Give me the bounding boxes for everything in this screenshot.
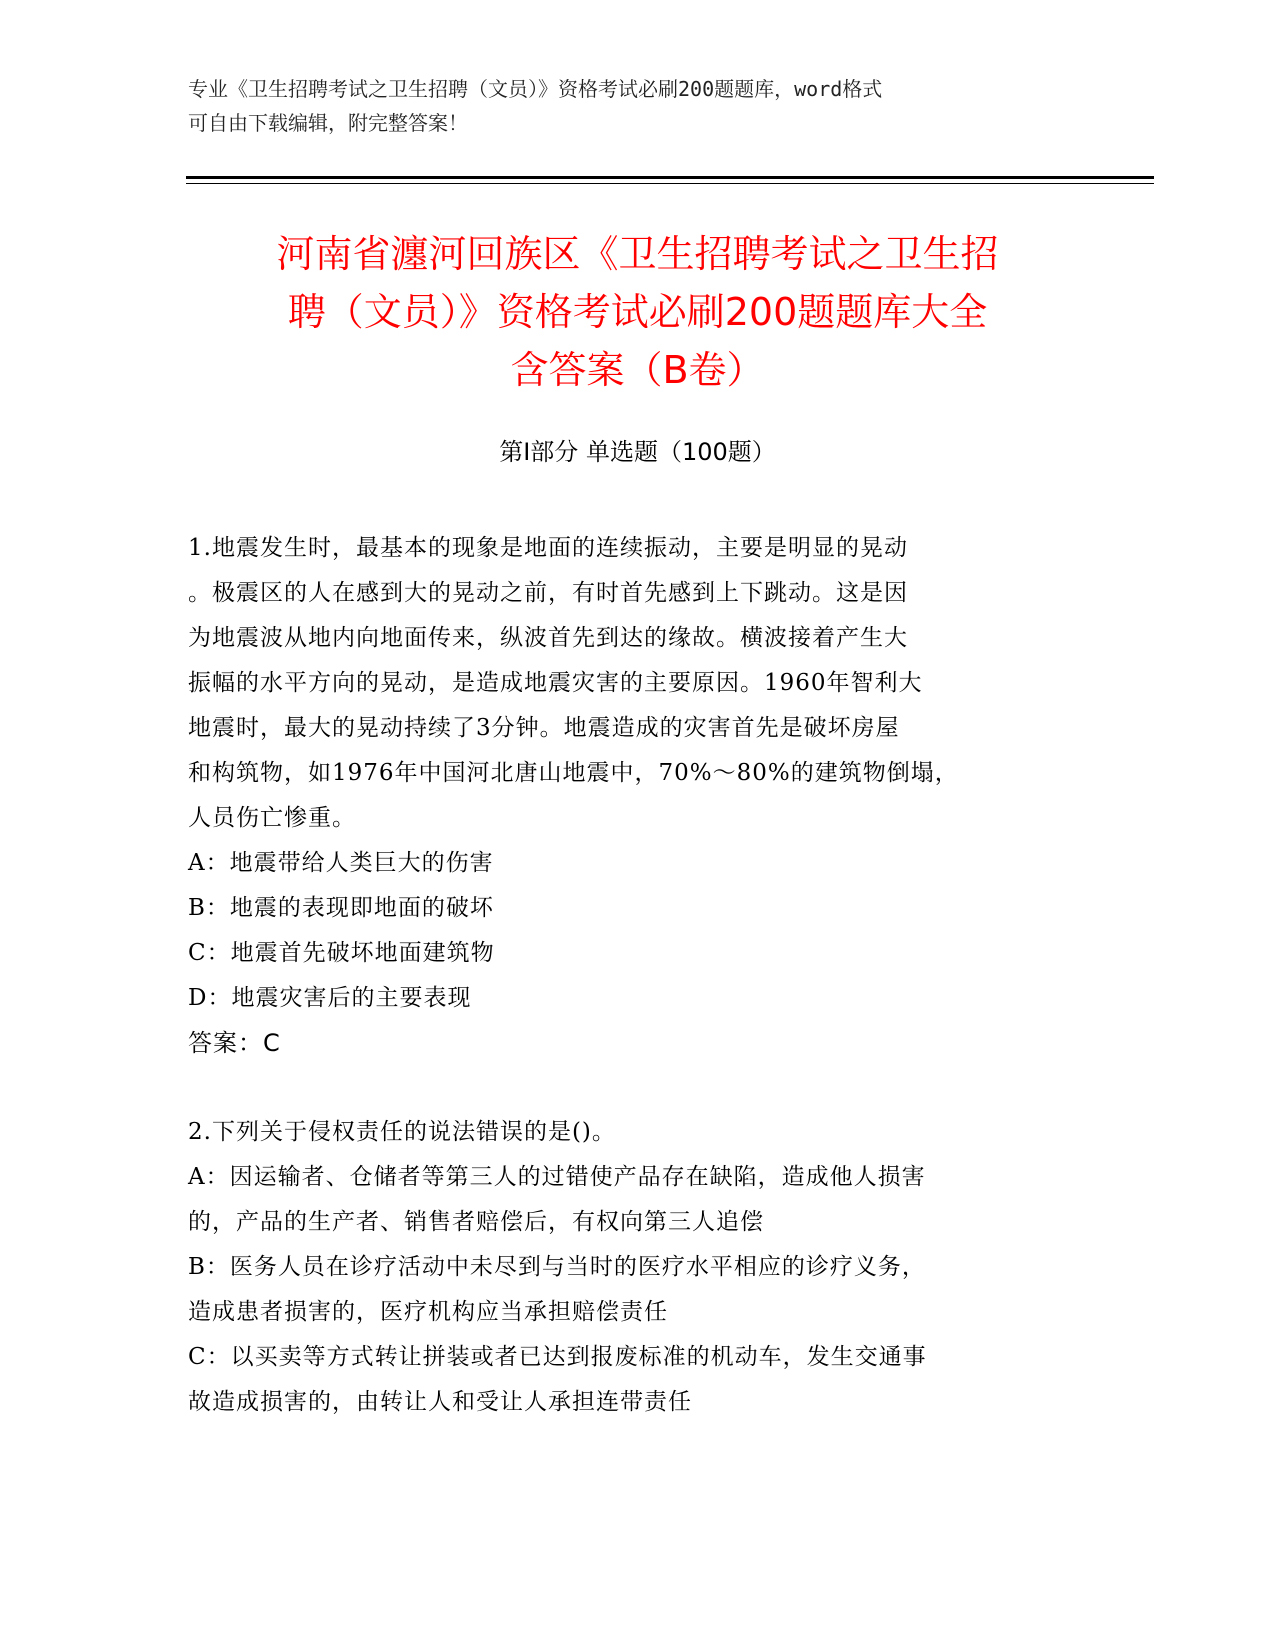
question-1 [188, 526, 1068, 1066]
answer-label: 答案：C [188, 1029, 281, 1057]
option-c: C：地震首先破坏地面建筑物 [188, 940, 495, 966]
option-b-continued: 造成患者损害的，医疗机构应当承担赔偿责任 [188, 1299, 668, 1325]
question-stem-line: 2.下列关于侵权责任的说法错误的是()。 [188, 1119, 616, 1145]
option-c-continued: 故造成损害的，由转让人和受让人承担连带责任 [188, 1389, 692, 1415]
question-stem-line: 和构筑物，如1976年中国河北唐山地震中，70%～80%的建筑物倒塌， [188, 760, 959, 786]
option-d: D：地震灾害后的主要表现 [188, 985, 472, 1011]
option-b: B：医务人员在诊疗活动中未尽到与当时的医疗水平相应的诊疗义务， [188, 1254, 926, 1280]
question-stem-line: 地震时，最大的晃动持续了3分钟。地震造成的灾害首先是破坏房屋 [188, 715, 900, 741]
question-stem-line: 1.地震发生时，最基本的现象是地面的连续振动，主要是明显的晃动 [188, 535, 908, 561]
option-a: A：地震带给人类巨大的伤害 [188, 850, 494, 876]
question-stem-line: 振幅的水平方向的晃动，是造成地震灾害的主要原因。1960年智利大 [188, 670, 923, 696]
question-stem-line: 为地震波从地内向地面传来，纵波首先到达的缘故。横波接着产生大 [188, 625, 908, 651]
section-title: 第Ⅰ部分 单选题（100题） [499, 438, 776, 466]
header-rule-thick [186, 176, 1154, 179]
question-stem-line: 人员伤亡惨重。 [188, 805, 356, 831]
option-b: B：地震的表现即地面的破坏 [188, 895, 494, 921]
title-line: 聘（文员）》资格考试必刷200题题库大全 [287, 290, 988, 334]
title-line: 含答案（B卷） [510, 348, 765, 392]
question-2 [188, 1110, 1068, 1425]
header-note-line: 可自由下载编辑，附完整答案！ [188, 111, 468, 135]
document-title [190, 225, 1085, 399]
option-a: A：因运输者、仓储者等第三人的过错使产品存在缺陷，造成他人损害 [188, 1164, 926, 1190]
question-stem-line: 。极震区的人在感到大的晃动之前，有时首先感到上下跳动。这是因 [188, 580, 908, 606]
header-note [188, 72, 1068, 140]
header-note-line: 专业《卫生招聘考试之卫生招聘（文员）》资格考试必刷200题题库，word格式 [188, 77, 883, 101]
title-line: 河南省瀍河回族区《卫生招聘考试之卫生招 [276, 232, 999, 276]
option-c: C：以买卖等方式转让拼装或者已达到报废标准的机动车，发生交通事 [188, 1344, 927, 1370]
option-a-continued: 的，产品的生产者、销售者赔偿后，有权向第三人追偿 [188, 1209, 764, 1235]
header-rule-thin [186, 183, 1154, 184]
